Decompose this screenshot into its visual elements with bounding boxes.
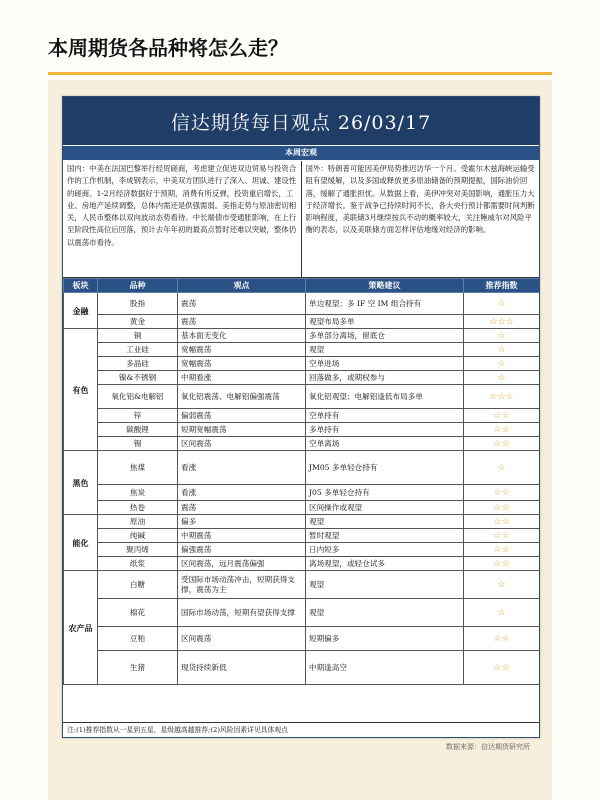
variety-cell: 锡 [98, 437, 178, 451]
view-cell: 偏弱震荡 [178, 409, 306, 423]
rating-stars: ☆ [464, 571, 540, 599]
image-card [48, 80, 552, 800]
view-cell: 偏强震荡 [178, 543, 306, 557]
variety-cell: 焦炭 [98, 485, 178, 501]
rating-stars: ☆ [464, 599, 540, 627]
rating-stars: ☆☆ [464, 529, 540, 543]
macro-section-heading: 本周宏观 [63, 145, 539, 161]
rating-stars: ☆☆ [464, 515, 540, 529]
view-cell: 宽幅震荡 [178, 343, 306, 357]
strategy-cell: 观望布局多单 [306, 315, 464, 329]
strategy-cell: JM05 多单轻仓持有 [306, 451, 464, 485]
rating-stars: ☆☆ [464, 423, 540, 437]
view-cell: 区间震荡，远月震荡偏强 [178, 557, 306, 571]
table-row [64, 293, 540, 315]
variety-cell: 铜 [98, 329, 178, 343]
view-cell: 偏多 [178, 515, 306, 529]
view-cell: 氧化铝震荡、电解铝偏强震荡 [178, 385, 306, 409]
rating-stars: ☆ [464, 329, 540, 343]
data-source: 数据来源：信达期货研究所 [446, 743, 530, 751]
sector-cell: 金融 [64, 293, 98, 329]
rating-stars: ☆ [464, 371, 540, 385]
variety-cell: 热卷 [98, 501, 178, 515]
variety-cell: 多晶硅 [98, 357, 178, 371]
table-row [64, 357, 540, 371]
sector-cell: 农产品 [64, 571, 98, 685]
variety-cell: 股指 [98, 293, 178, 315]
view-cell: 中期看涨 [178, 371, 306, 385]
report-title: 信达期货每日观点 26/03/17 [63, 97, 539, 145]
strategy-cell: J05 多单轻仓持有 [306, 485, 464, 501]
view-cell: 看涨 [178, 485, 306, 501]
strategy-cell: 离场观望，或轻仓试多 [306, 557, 464, 571]
page-title: 本周期货各品种将怎么走？ [48, 36, 288, 60]
variety-cell: 豆粕 [98, 627, 178, 651]
report-document [62, 96, 540, 738]
strategy-cell: 日内短多 [306, 543, 464, 557]
strategy-cell: 多单持有 [306, 423, 464, 437]
table-row [64, 371, 540, 385]
rating-stars: ☆ [464, 293, 540, 315]
strategy-cell: 单边观望；多 IF 空 IM 组合持有 [306, 293, 464, 315]
strategy-cell: 回落做多，或期权参与 [306, 371, 464, 385]
table-header-row [64, 279, 540, 293]
strategy-cell: 空单持有 [306, 409, 464, 423]
view-cell: 震荡 [178, 293, 306, 315]
strategy-cell: 中期逢高空 [306, 651, 464, 685]
table-row [64, 329, 540, 343]
strategy-cell: 观望 [306, 343, 464, 357]
variety-cell: 纸浆 [98, 557, 178, 571]
futures-table [63, 278, 540, 685]
sector-cell: 能化 [64, 515, 98, 571]
variety-cell: 棉花 [98, 599, 178, 627]
table-row [64, 557, 540, 571]
strategy-cell: 区间操作或观望 [306, 501, 464, 515]
table-row [64, 485, 540, 501]
variety-cell: 镍&不锈钢 [98, 371, 178, 385]
strategy-cell: 短期偏多 [306, 627, 464, 651]
table-row [64, 501, 540, 515]
header-sector: 板块 [64, 279, 98, 293]
variety-cell: 工业硅 [98, 343, 178, 357]
macro-panel [63, 161, 539, 278]
rating-stars: ☆☆☆ [464, 315, 540, 329]
rating-stars: ☆☆ [464, 485, 540, 501]
table-row [64, 571, 540, 599]
view-cell: 基本面无变化 [178, 329, 306, 343]
view-cell: 中期震荡 [178, 529, 306, 543]
view-cell: 震荡 [178, 315, 306, 329]
rating-stars: ☆☆☆ [464, 385, 540, 409]
rating-stars: ☆ [464, 357, 540, 371]
macro-foreign-text: 国外：特朗普可能因美伊局势推迟访华一个月。受霍尔木兹海峡运输受阻有望缓解，以及多国或释放更多原油储备的预期提振，国际油价回落，缓解了通胀担忧。从数据上看，美伊冲突对美国影响，通胀压力大于经济增长。鉴于战争已持续时间不长，各大央行预计都需要时间判断影响程度，美联储3月继续按兵不动的概率较大，关注鲍威尔对风险平衡的表态，以及美联储方面怎样评估地缘对经济的影响。 [305, 164, 535, 235]
view-cell: 宽幅震荡 [178, 357, 306, 371]
strategy-cell: 多单部分离场，留底仓 [306, 329, 464, 343]
macro-domestic-text: 国内：中美在法国巴黎举行经贸磋商，考虑建立促进双边贸易与投资合作的工作机制，李成钢表示，中美双方团队进行了深入、坦诚、建设性的磋商。1-2月经济数据好于预期，消费有所反弹，投资重启增长，工业、房地产延续调整，总体内需还是供强需弱。美指走势与原油密切相关，人民币整体以双向波动态势看待。中长端债市受通胀影响，在上行至阶段性高位后回落，预计去年年初的最高点暂时还难以突破，整体仍以震荡市看待。 [63, 161, 302, 277]
variety-cell: 氧化铝&电解铝 [98, 385, 178, 409]
header-rating: 推荐指数 [464, 279, 540, 293]
table-row [64, 423, 540, 437]
table-row [64, 437, 540, 451]
table-row [64, 651, 540, 685]
rating-stars: ☆☆ [464, 501, 540, 515]
strategy-cell: 空单离场 [306, 437, 464, 451]
table-row [64, 627, 540, 651]
view-cell: 现货持续新低 [178, 651, 306, 685]
sector-cell: 有色 [64, 329, 98, 451]
header-view: 观点 [178, 279, 306, 293]
strategy-cell: 观望 [306, 571, 464, 599]
view-cell: 国际市场动荡，短期有望获得支撑 [178, 599, 306, 627]
view-cell: 震荡 [178, 501, 306, 515]
footnote: 注:(1)推荐指数从一星到五星，星级越高越推荐;(2)风险因素详见具体观点 [63, 722, 539, 737]
table-row [64, 409, 540, 423]
table-row [64, 451, 540, 485]
rating-stars: ☆☆ [464, 627, 540, 651]
variety-cell: 生猪 [98, 651, 178, 685]
table-row [64, 599, 540, 627]
variety-cell: 碳酸锂 [98, 423, 178, 437]
strategy-cell: 空单进场 [306, 357, 464, 371]
rating-stars: ☆ [464, 343, 540, 357]
strategy-cell: 暂时观望 [306, 529, 464, 543]
view-cell: 受国际市场动荡冲击，短期获得支撑，震荡为主 [178, 571, 306, 599]
table-row [64, 515, 540, 529]
title-divider [48, 72, 552, 75]
rating-stars: ☆☆ [464, 651, 540, 685]
variety-cell: 白糖 [98, 571, 178, 599]
variety-cell: 焦煤 [98, 451, 178, 485]
view-cell: 看涨 [178, 451, 306, 485]
variety-cell: 黄金 [98, 315, 178, 329]
rating-stars: ☆ [464, 451, 540, 485]
header-variety: 品种 [98, 279, 178, 293]
view-cell: 区间震荡 [178, 437, 306, 451]
table-row [64, 385, 540, 409]
variety-cell: 原油 [98, 515, 178, 529]
strategy-cell: 观望 [306, 599, 464, 627]
variety-cell: 聚丙烯 [98, 543, 178, 557]
variety-cell: 纯碱 [98, 529, 178, 543]
rating-stars: ☆☆ [464, 557, 540, 571]
view-cell: 短期宽幅震荡 [178, 423, 306, 437]
table-row [64, 315, 540, 329]
rating-stars: ☆☆ [464, 437, 540, 451]
header-strategy: 策略建议 [306, 279, 464, 293]
sector-cell: 黑色 [64, 451, 98, 515]
view-cell: 区间震荡 [178, 627, 306, 651]
strategy-cell: 观望 [306, 515, 464, 529]
strategy-cell: 氧化铝观望；电解铝逢低布局多单 [306, 385, 464, 409]
rating-stars: ☆☆ [464, 409, 540, 423]
table-row [64, 543, 540, 557]
table-row [64, 343, 540, 357]
table-row [64, 529, 540, 543]
variety-cell: 锌 [98, 409, 178, 423]
rating-stars: ☆☆ [464, 543, 540, 557]
